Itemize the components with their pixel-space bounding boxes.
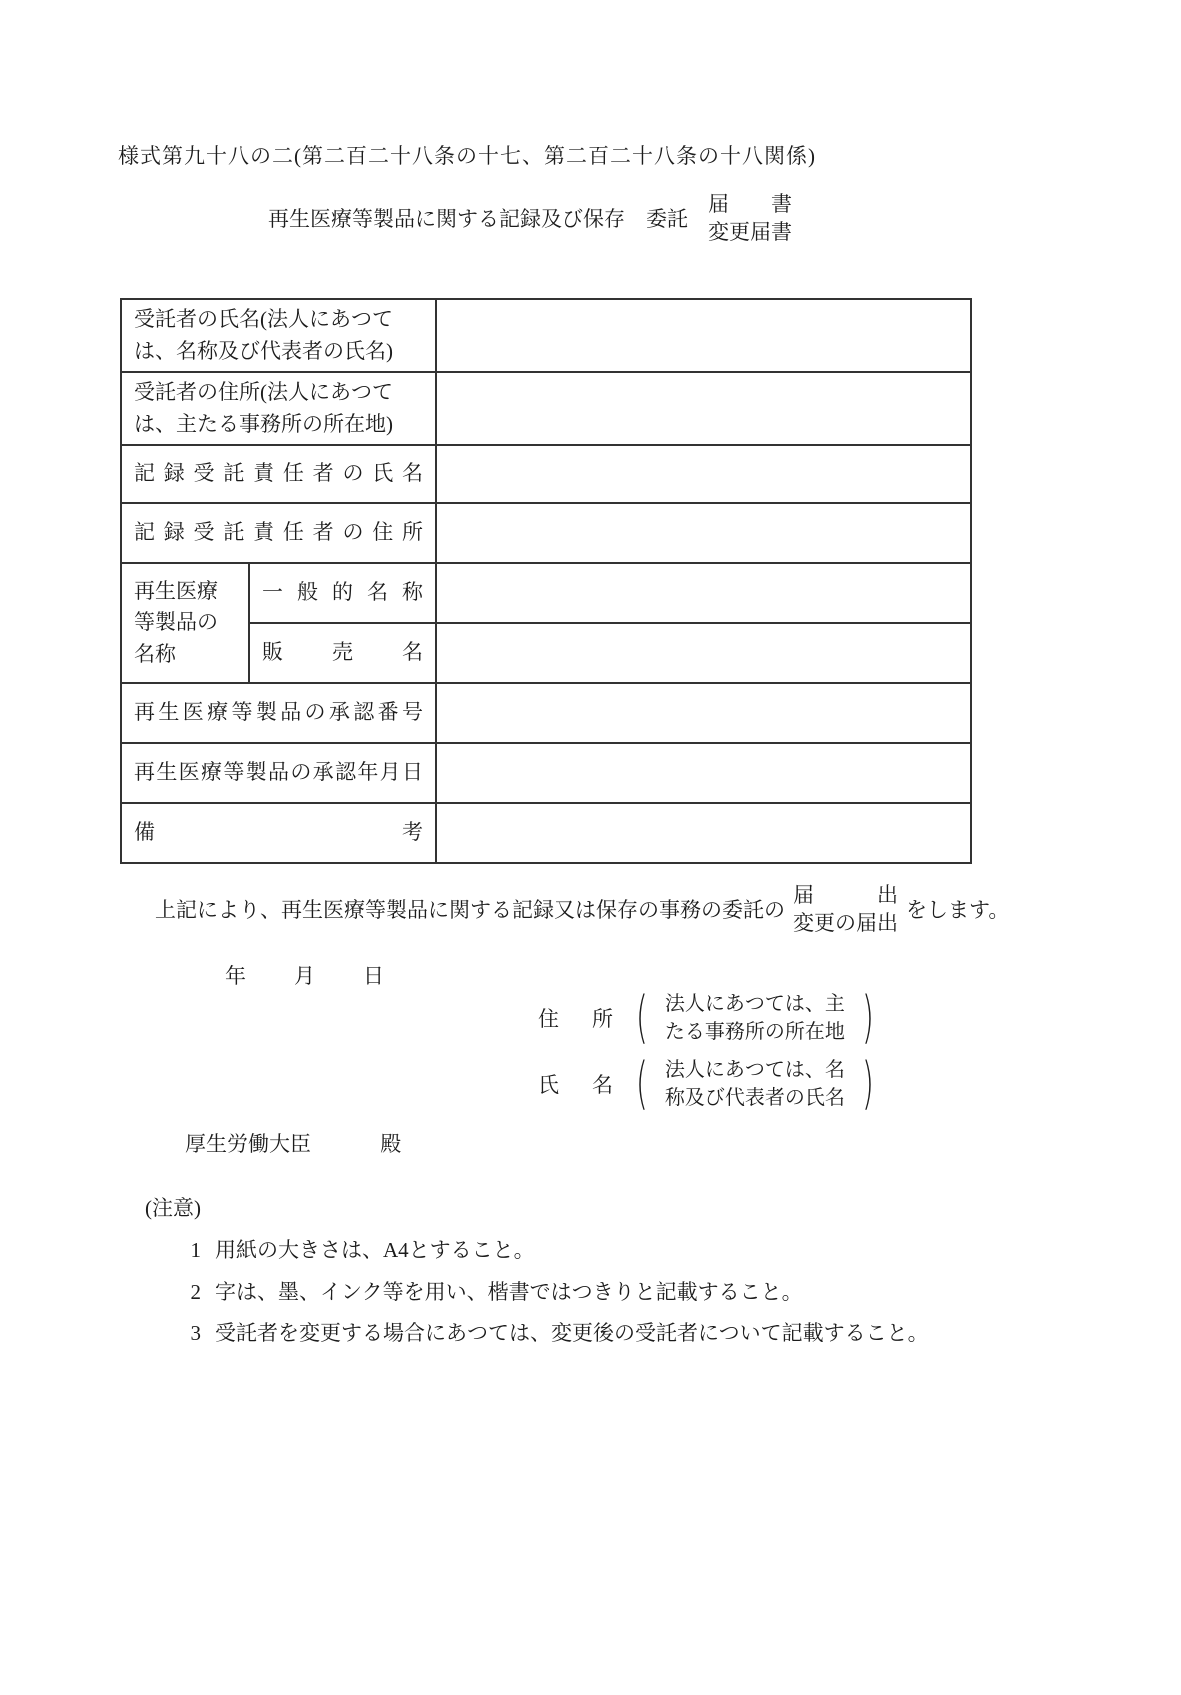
statement-variant-stack <box>793 881 898 938</box>
form-table <box>120 298 972 864</box>
note-item <box>185 1317 929 1350</box>
label-recipient-name: 受託者の氏名(法人にあつては、名称及び代表者の氏名) <box>121 299 436 372</box>
value-remarks <box>436 803 971 863</box>
statement-suffix: をします。 <box>906 898 1010 922</box>
open-paren-icon: ( <box>635 985 648 1051</box>
statement-prefix: 上記により、再生医療等製品に関する記録又は保存の事務の委託の <box>155 898 785 922</box>
date-line: 年 月 日 <box>225 964 386 988</box>
title-variant-bottom: 変更届書 <box>708 220 792 244</box>
value-approval-number <box>436 683 971 743</box>
form-number: 様式第九十八の二(第二百二十八条の十七、第二百二十八条の十八関係) <box>118 144 816 168</box>
name-label: 氏 名 <box>538 1073 619 1097</box>
name-note-line2: 称及び代表者の氏名 <box>664 1087 845 1109</box>
table-row <box>121 372 971 445</box>
table-row <box>121 623 971 683</box>
statement-variant-bottom: 変更の届出 <box>793 911 898 935</box>
name-note <box>665 1056 845 1112</box>
label-generic-name: 一般的名称 <box>249 563 436 623</box>
open-paren-icon: ( <box>635 1051 648 1117</box>
note-item <box>185 1276 929 1309</box>
declaration-statement <box>155 880 1009 938</box>
title-text: 再生医療等製品に関する記録及び保存 委託 <box>268 207 688 231</box>
table-row <box>121 683 971 743</box>
value-brand-name <box>436 623 971 683</box>
table-row <box>121 299 971 372</box>
note-number: 3 <box>190 1321 201 1346</box>
note-text: 受託者を変更する場合にあつては、変更後の受託者について記載すること。 <box>215 1321 929 1346</box>
form-table-container <box>120 298 972 864</box>
table-row <box>121 503 971 563</box>
label-approval-date: 再生医療等製品の承認年月日 <box>121 743 436 803</box>
label-remarks: 備考 <box>121 803 436 863</box>
signature-name-row <box>538 1051 879 1117</box>
close-paren-icon: ) <box>861 1051 874 1117</box>
address-label: 住 所 <box>538 1007 619 1031</box>
minister-label: 厚生労働大臣 <box>185 1132 311 1156</box>
addressee-line <box>185 1128 401 1158</box>
label-brand-name: 販売名 <box>249 623 436 683</box>
value-record-manager-name <box>436 445 971 503</box>
name-note-line1: 法人にあつては、名 <box>664 1059 845 1081</box>
statement-variant-top: 届出 <box>793 882 898 907</box>
title-variant-top: 届書 <box>708 191 792 216</box>
label-record-manager-address: 記録受託責任者の住所 <box>121 503 436 563</box>
value-generic-name <box>436 563 971 623</box>
table-row <box>121 563 971 623</box>
address-note-line2: たる事務所の所在地 <box>664 1021 845 1043</box>
label-recipient-address: 受託者の住所(法人にあつては、主たる事務所の所在地) <box>121 372 436 445</box>
label-approval-number: 再生医療等製品の承認番号 <box>121 683 436 743</box>
close-paren-icon: ) <box>861 985 874 1051</box>
label-product-name-group: 再生医療等製品の名称 <box>121 563 249 683</box>
note-number: 2 <box>190 1279 201 1304</box>
value-recipient-address <box>436 372 971 445</box>
note-text: 字は、墨、インク等を用い、楷書ではつきりと記載すること。 <box>215 1279 803 1304</box>
document-title <box>268 190 792 246</box>
value-record-manager-address <box>436 503 971 563</box>
value-recipient-name <box>436 299 971 372</box>
honorific-label: 殿 <box>380 1132 402 1156</box>
notes-section <box>145 1192 929 1350</box>
table-row <box>121 445 971 503</box>
title-variant-stack <box>708 190 792 247</box>
note-item <box>185 1234 929 1267</box>
address-note <box>665 990 845 1046</box>
table-row <box>121 803 971 863</box>
notes-heading: (注意) <box>145 1196 201 1220</box>
value-approval-date <box>436 743 971 803</box>
note-text: 用紙の大きさは、A4とすること。 <box>215 1238 535 1262</box>
address-note-line1: 法人にあつては、主 <box>664 993 845 1015</box>
note-number: 1 <box>190 1238 201 1262</box>
table-row <box>121 743 971 803</box>
signature-address-row <box>538 985 879 1051</box>
label-record-manager-name: 記録受託責任者の氏名 <box>121 445 436 503</box>
